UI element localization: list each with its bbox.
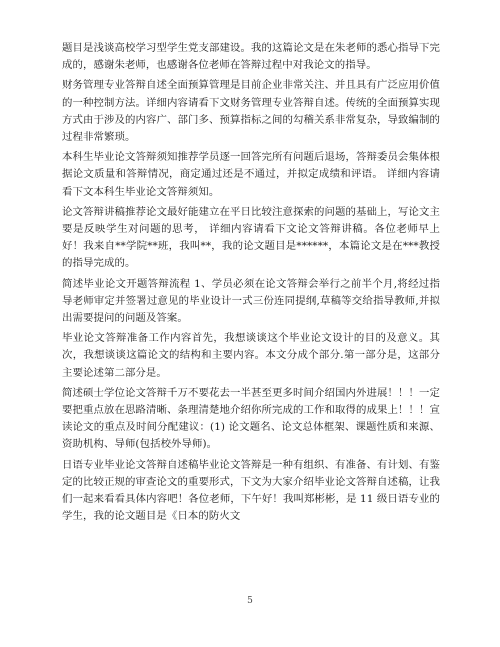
paragraph-defense-speech: 论文答辩讲稿推荐论文最好能建立在平日比较注意探索的问题的基础上，写论文主要是反映学生对问题的思考， 详细内容请看下文论文答辩讲稿。各位老师早上好！我来自**学院**班，我叫**，我的论文题目是******，本篇论文是在***教授的指导完成的。 <box>62 205 440 270</box>
paragraph-financial-management-defense: 财务管理专业答辩自述全面预算管理是目前企业非常关注、并且具有广泛应用价值的一种控制方法。详细内容请看下文财务管理专业答辩自述。传统的全面预算实现方式由于涉及的内容广、部门多、预算指标之间的勾稽关系非常复杂，导致编制的过程非常繁琐。 <box>62 79 440 144</box>
paragraph-thesis-acknowledgement: 题目是浅谈高校学习型学生党支部建设。我的这篇论文是在朱老师的悉心指导下完成的，感谢朱老师，也感谢各位老师在答辩过程中对我论文的指导。 <box>62 42 440 72</box>
paragraph-undergraduate-defense-notes: 本科生毕业论文答辩须知推荐学员逐一回答完所有问题后退场，答辩委员会集体根据论文质量和答辩情况，商定通过还是不通过，并拟定成绩和评语。 详细内容请看下文本科生毕业论文答辩须知。 <box>62 151 440 198</box>
paragraph-masters-defense: 简述硕士学位论文答辩千万不要花去一半甚至更多时间介绍国内外进展！！！一定要把重点放在思路清晰、条理清楚地介绍你所完成的工作和取得的成果上！！！宣读论文的重点及时间分配建议：(1) 论文题名、论文总体框架、课题性质和来源、资助机构、导师(包括校外导师)。 <box>62 386 440 451</box>
paragraph-proposal-defense-process: 简述毕业论文开题答辩流程 1、学员必须在论文答辩会举行之前半个月,将经过指导老师审定并签署过意见的毕业设计一式三份连同提纲,草稿等交给指导教师,并拟出需要提问的问题及答案。 <box>62 277 440 325</box>
paragraph-japanese-major-defense: 日语专业毕业论文答辩自述稿毕业论文答辩是一种有组织、有准备、有计划、有鉴定的比较正规的审查论文的重要形式，下文为大家介绍毕业论文答辩自述稿，让我们一起来看看具体内容吧！各位老师，下午好！我叫郑彬彬，是 11 级日语专业的学生，我的论文题目是《日本的防火文 <box>62 458 440 523</box>
paragraph-defense-preparation: 毕业论文答辩准备工作内容首先，我想谈谈这个毕业论文设计的目的及意义。其次，我想谈谈这篇论文的结构和主要内容。本文分成个部分.第一部分是，这部分主要论述第二部分是。 <box>62 332 440 379</box>
page-number: 5 <box>247 596 253 606</box>
document-body <box>62 40 440 528</box>
